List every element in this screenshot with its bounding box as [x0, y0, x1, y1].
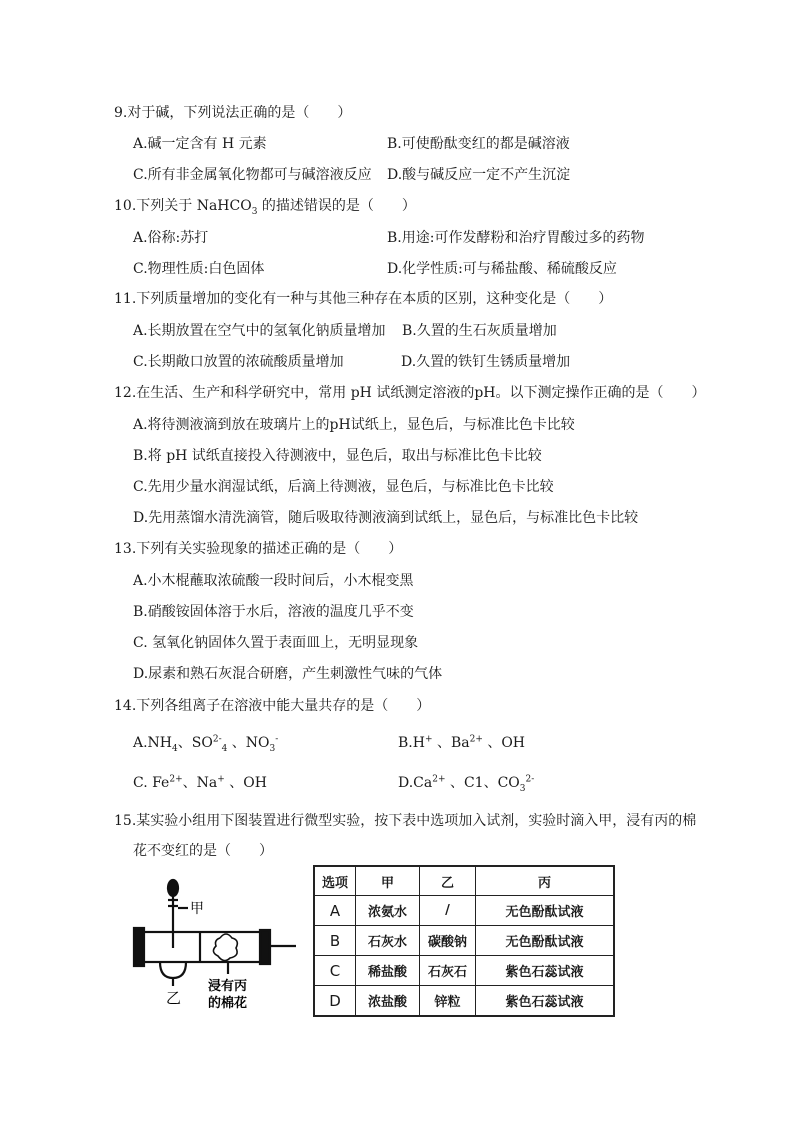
row-c-yi: 石灰石	[420, 956, 476, 986]
q14-option-d	[398, 774, 534, 792]
q9-option-d: D.酸与碱反应一定不产生沉淀	[387, 167, 571, 183]
row-a-key: A	[314, 896, 356, 926]
q14-a-t3: 、NO	[227, 735, 270, 751]
table-row	[314, 926, 614, 956]
q14-d-s3: 3	[519, 783, 526, 794]
q14-a-s1: 4	[172, 743, 178, 754]
label-jia: 甲	[190, 901, 204, 917]
q14-a-s3: 3	[269, 743, 276, 754]
q14-a-p3: -	[275, 734, 279, 745]
q14-b-p2: 2+	[469, 734, 483, 745]
q13-option-a: A.小木棍蘸取浓硫酸一段时间后，小木棍变黑	[133, 573, 414, 589]
q11-option-d: D.久置的铁钉生锈质量增加	[401, 354, 571, 370]
row-b-key: B	[314, 926, 356, 956]
row-c-jia: 稀盐酸	[356, 956, 420, 986]
q9-option-b: B.可使酚酞变红的都是碱溶液	[387, 136, 570, 152]
q9-stem: 9.对于碱，下列说法正确的是（ ）	[114, 105, 352, 121]
q14-d-p3: 2-	[525, 774, 535, 785]
q14-c-t2: 、Na	[182, 775, 218, 791]
table-header-row	[314, 866, 614, 896]
q14-a-s2: 4	[221, 743, 228, 754]
q14-option-c	[133, 774, 267, 792]
table-row	[314, 896, 614, 926]
q13-option-c: C. 氢氧化钠固体久置于表面皿上，无明显现象	[133, 635, 419, 651]
q14-a-t1: A.NH	[133, 735, 173, 751]
q14-d-t1: D.Ca	[398, 775, 433, 791]
row-d-bing: 紫色石蕊试液	[476, 986, 615, 1017]
q13-option-b: B.硝酸铵固体溶于水后，溶液的温度几乎不变	[133, 604, 414, 620]
row-d-yi: 锌粒	[420, 986, 476, 1017]
q14-a-p2: 2-	[212, 734, 222, 745]
q14-c-p2: +	[217, 774, 225, 785]
q15-stem-line2: 花不变红的是（ ）	[133, 843, 273, 859]
q11-stem: 11.下列质量增加的变化有一种与其他三种存在本质的区别，这种变化是（ ）	[114, 291, 613, 307]
row-a-bing: 无色酚酞试液	[476, 896, 615, 926]
q12-option-b: B.将 pH 试纸直接投入待测液中，显色后，取出与标准比色卡比较	[133, 448, 542, 464]
q15-stem: 15.某实验小组用下图装置进行微型实验，按下表中选项加入试剂，实验时滴入甲，浸有丙的棉	[114, 813, 697, 829]
q12-option-c: C.先用少量水润湿试纸，后滴上待测液，显色后，与标准比色卡比较	[133, 479, 554, 495]
q14-b-t2: 、Ba	[432, 735, 470, 751]
row-d-jia: 浓盐酸	[356, 986, 420, 1017]
row-a-yi: /	[420, 896, 476, 926]
header-yi: 乙	[420, 866, 476, 896]
q11-option-c: C.长期敞口放置的浓硫酸质量增加	[133, 354, 344, 370]
q14-c-p1: 2+	[169, 774, 183, 785]
q9-option-c: C.所有非金属氧化物都可与碱溶液反应	[133, 167, 372, 183]
row-b-bing: 无色酚酞试液	[476, 926, 615, 956]
q11-option-b: B.久置的生石灰质量增加	[402, 323, 557, 339]
q10-option-d: D.化学性质:可与稀盐酸、稀硫酸反应	[387, 261, 617, 277]
q10-stem-sub: 3	[251, 206, 258, 217]
reagent-table	[313, 865, 615, 1017]
q14-option-b	[398, 734, 525, 752]
q10-option-b: B.用途:可作发酵粉和治疗胃酸过多的药物	[387, 230, 645, 246]
q14-b-t3: 、OH	[482, 735, 526, 751]
q14-d-p1: 2+	[432, 774, 446, 785]
table-row	[314, 986, 614, 1017]
q12-stem: 12.在生活、生产和科学研究中，常用 pH 试纸测定溶液的pH。以下测定操作正确的是（ ）	[114, 385, 706, 401]
q14-b-p1: +	[424, 734, 433, 745]
row-b-yi: 碳酸钠	[420, 926, 476, 956]
q10-option-c: C.物理性质:白色固体	[133, 261, 265, 277]
q14-c-t3: 、OH	[224, 775, 267, 791]
q12-option-a: A.将待测液滴到放在玻璃片上的pH试纸上，显色后，与标准比色卡比较	[133, 417, 575, 433]
q11-option-a: A.长期放置在空气中的氢氧化钠质量增加	[133, 323, 386, 339]
q10-option-a: A.俗称:苏打	[133, 230, 209, 246]
q9-option-a: A.碱一定含有 H 元素	[133, 136, 267, 152]
q14-option-a	[133, 734, 278, 752]
row-b-jia: 石灰水	[356, 926, 420, 956]
row-d-key: D	[314, 986, 356, 1017]
q13-option-d: D.尿素和熟石灰混合研磨，产生刺激性气味的气体	[133, 666, 443, 682]
q12-option-d: D.先用蒸馏水清洗滴管，随后吸取待测液滴到试纸上，显色后，与标准比色卡比较	[133, 510, 639, 526]
q14-c-t1: C. Fe	[133, 775, 170, 791]
header-option: 选项	[314, 866, 356, 896]
label-bing-line2: 的棉花	[208, 996, 248, 1011]
label-yi: 乙	[166, 989, 182, 1007]
q10-stem	[114, 197, 416, 215]
q13-stem: 13.下列有关实验现象的描述正确的是（ ）	[114, 541, 403, 557]
experiment-apparatus	[128, 870, 303, 1035]
header-bing: 丙	[476, 866, 615, 896]
q14-a-t2: 、SO	[177, 735, 213, 751]
row-c-bing: 紫色石蕊试液	[476, 956, 615, 986]
q10-stem-post: 的描述错误的是（ ）	[257, 198, 416, 214]
header-jia: 甲	[356, 866, 420, 896]
q14-stem: 14.下列各组离子在溶液中能大量共存的是（ ）	[114, 698, 431, 714]
row-a-jia: 浓氨水	[356, 896, 420, 926]
label-bing-line1: 浸有丙	[208, 979, 248, 994]
table-row	[314, 956, 614, 986]
q10-stem-pre: 10.下列关于 NaHCO	[114, 198, 252, 214]
q14-b-t1: B.H	[398, 735, 425, 751]
q14-d-t2: 、C1、CO	[445, 775, 520, 791]
row-c-key: C	[314, 956, 356, 986]
apparatus-drawing	[128, 870, 303, 1035]
